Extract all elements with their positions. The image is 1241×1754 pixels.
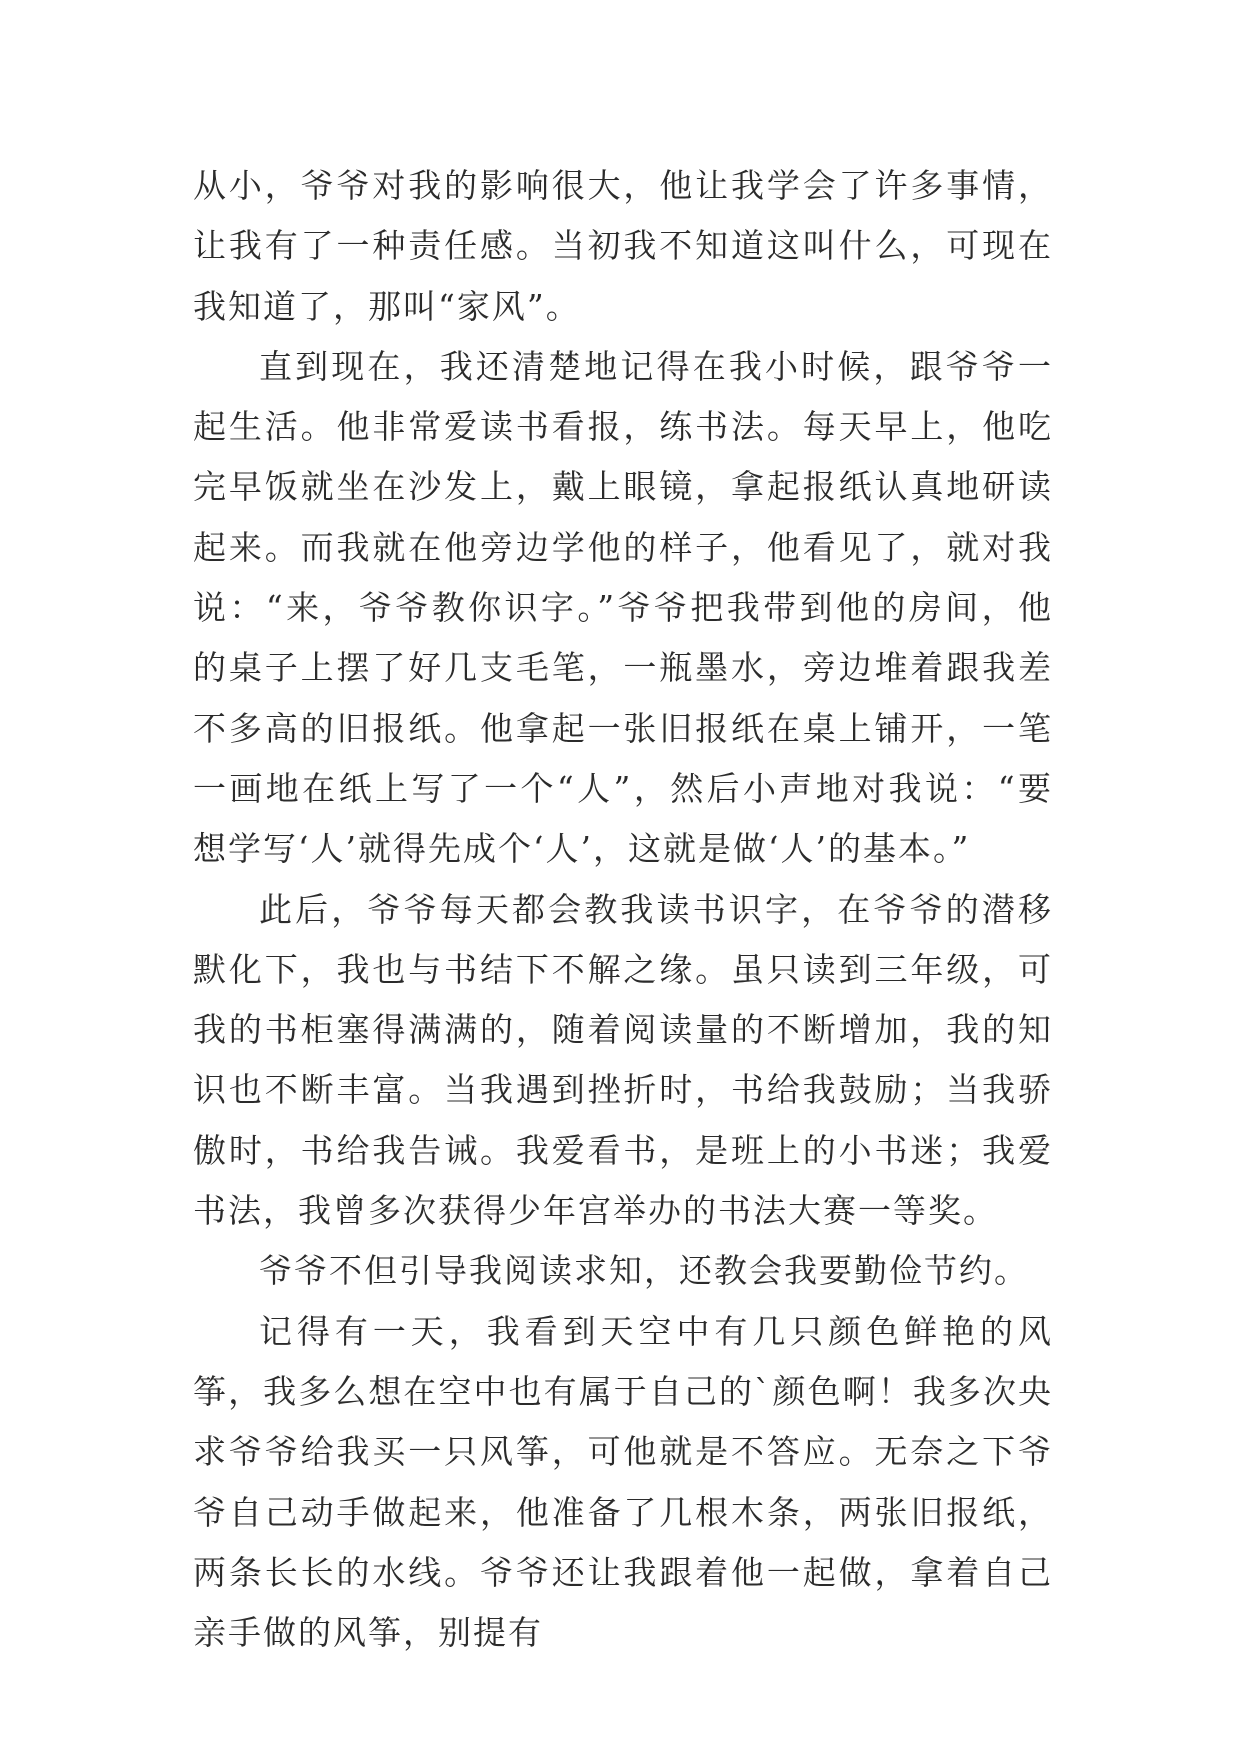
- paragraph-4: 爷爷不但引导我阅读求知，还教会我要勤俭节约。: [259, 1251, 1029, 1291]
- paragraph-2: 直到现在，我还清楚地记得在我小时候，跟爷爷一起生活。他非常爱读书看报，练书法。每天早上，他吃完早饭就坐在沙发上，戴上眼镜，拿起报纸认真地研读起来。而我就在他旁边学他的样子，他看见了，就对我说：“来，爷爷教你识字。”爷爷把我带到他的房间，他的桌子上摆了好几支毛笔，一瓶墨水，旁边堆着跟我差不多高的旧报纸。他拿起一张旧报纸在桌上铺开，一笔一画地在纸上写了一个“人”，然后小声地对我说：“要想学写‘人’就得先成个‘人’，这就是做‘人’的基本。”: [193, 346, 1053, 869]
- paragraph-3: 此后，爷爷每天都会教我读书识字，在爷爷的潜移默化下，我也与书结下不解之缘。虽只读到三年级，可我的书柜塞得满满的，随着阅读量的不断增加，我的知识也不断丰富。当我遇到挫折时，书给我鼓励；当我骄傲时，书给我告诫。我爱看书，是班上的小书迷；我爱书法，我曾多次获得少年宫举办的书法大赛一等奖。: [193, 889, 1053, 1231]
- paragraph-5: 记得有一天，我看到天空中有几只颜色鲜艳的风筝，我多么想在空中也有属于自己的`颜色啊！我多次央求爷爷给我买一只风筝，可他就是不答应。无奈之下爷爷自己动手做起来，他准备了几根木条，两张旧报纸，两条长长的水线。爷爷还让我跟着他一起做，拿着自己亲手做的风筝，别提有: [193, 1311, 1053, 1653]
- paragraph-1: 从小，爷爷对我的影响很大，他让我学会了许多事情，让我有了一种责任感。当初我不知道这叫什么，可现在我知道了，那叫“家风”。: [193, 166, 1053, 326]
- essay-body: [193, 156, 1053, 1663]
